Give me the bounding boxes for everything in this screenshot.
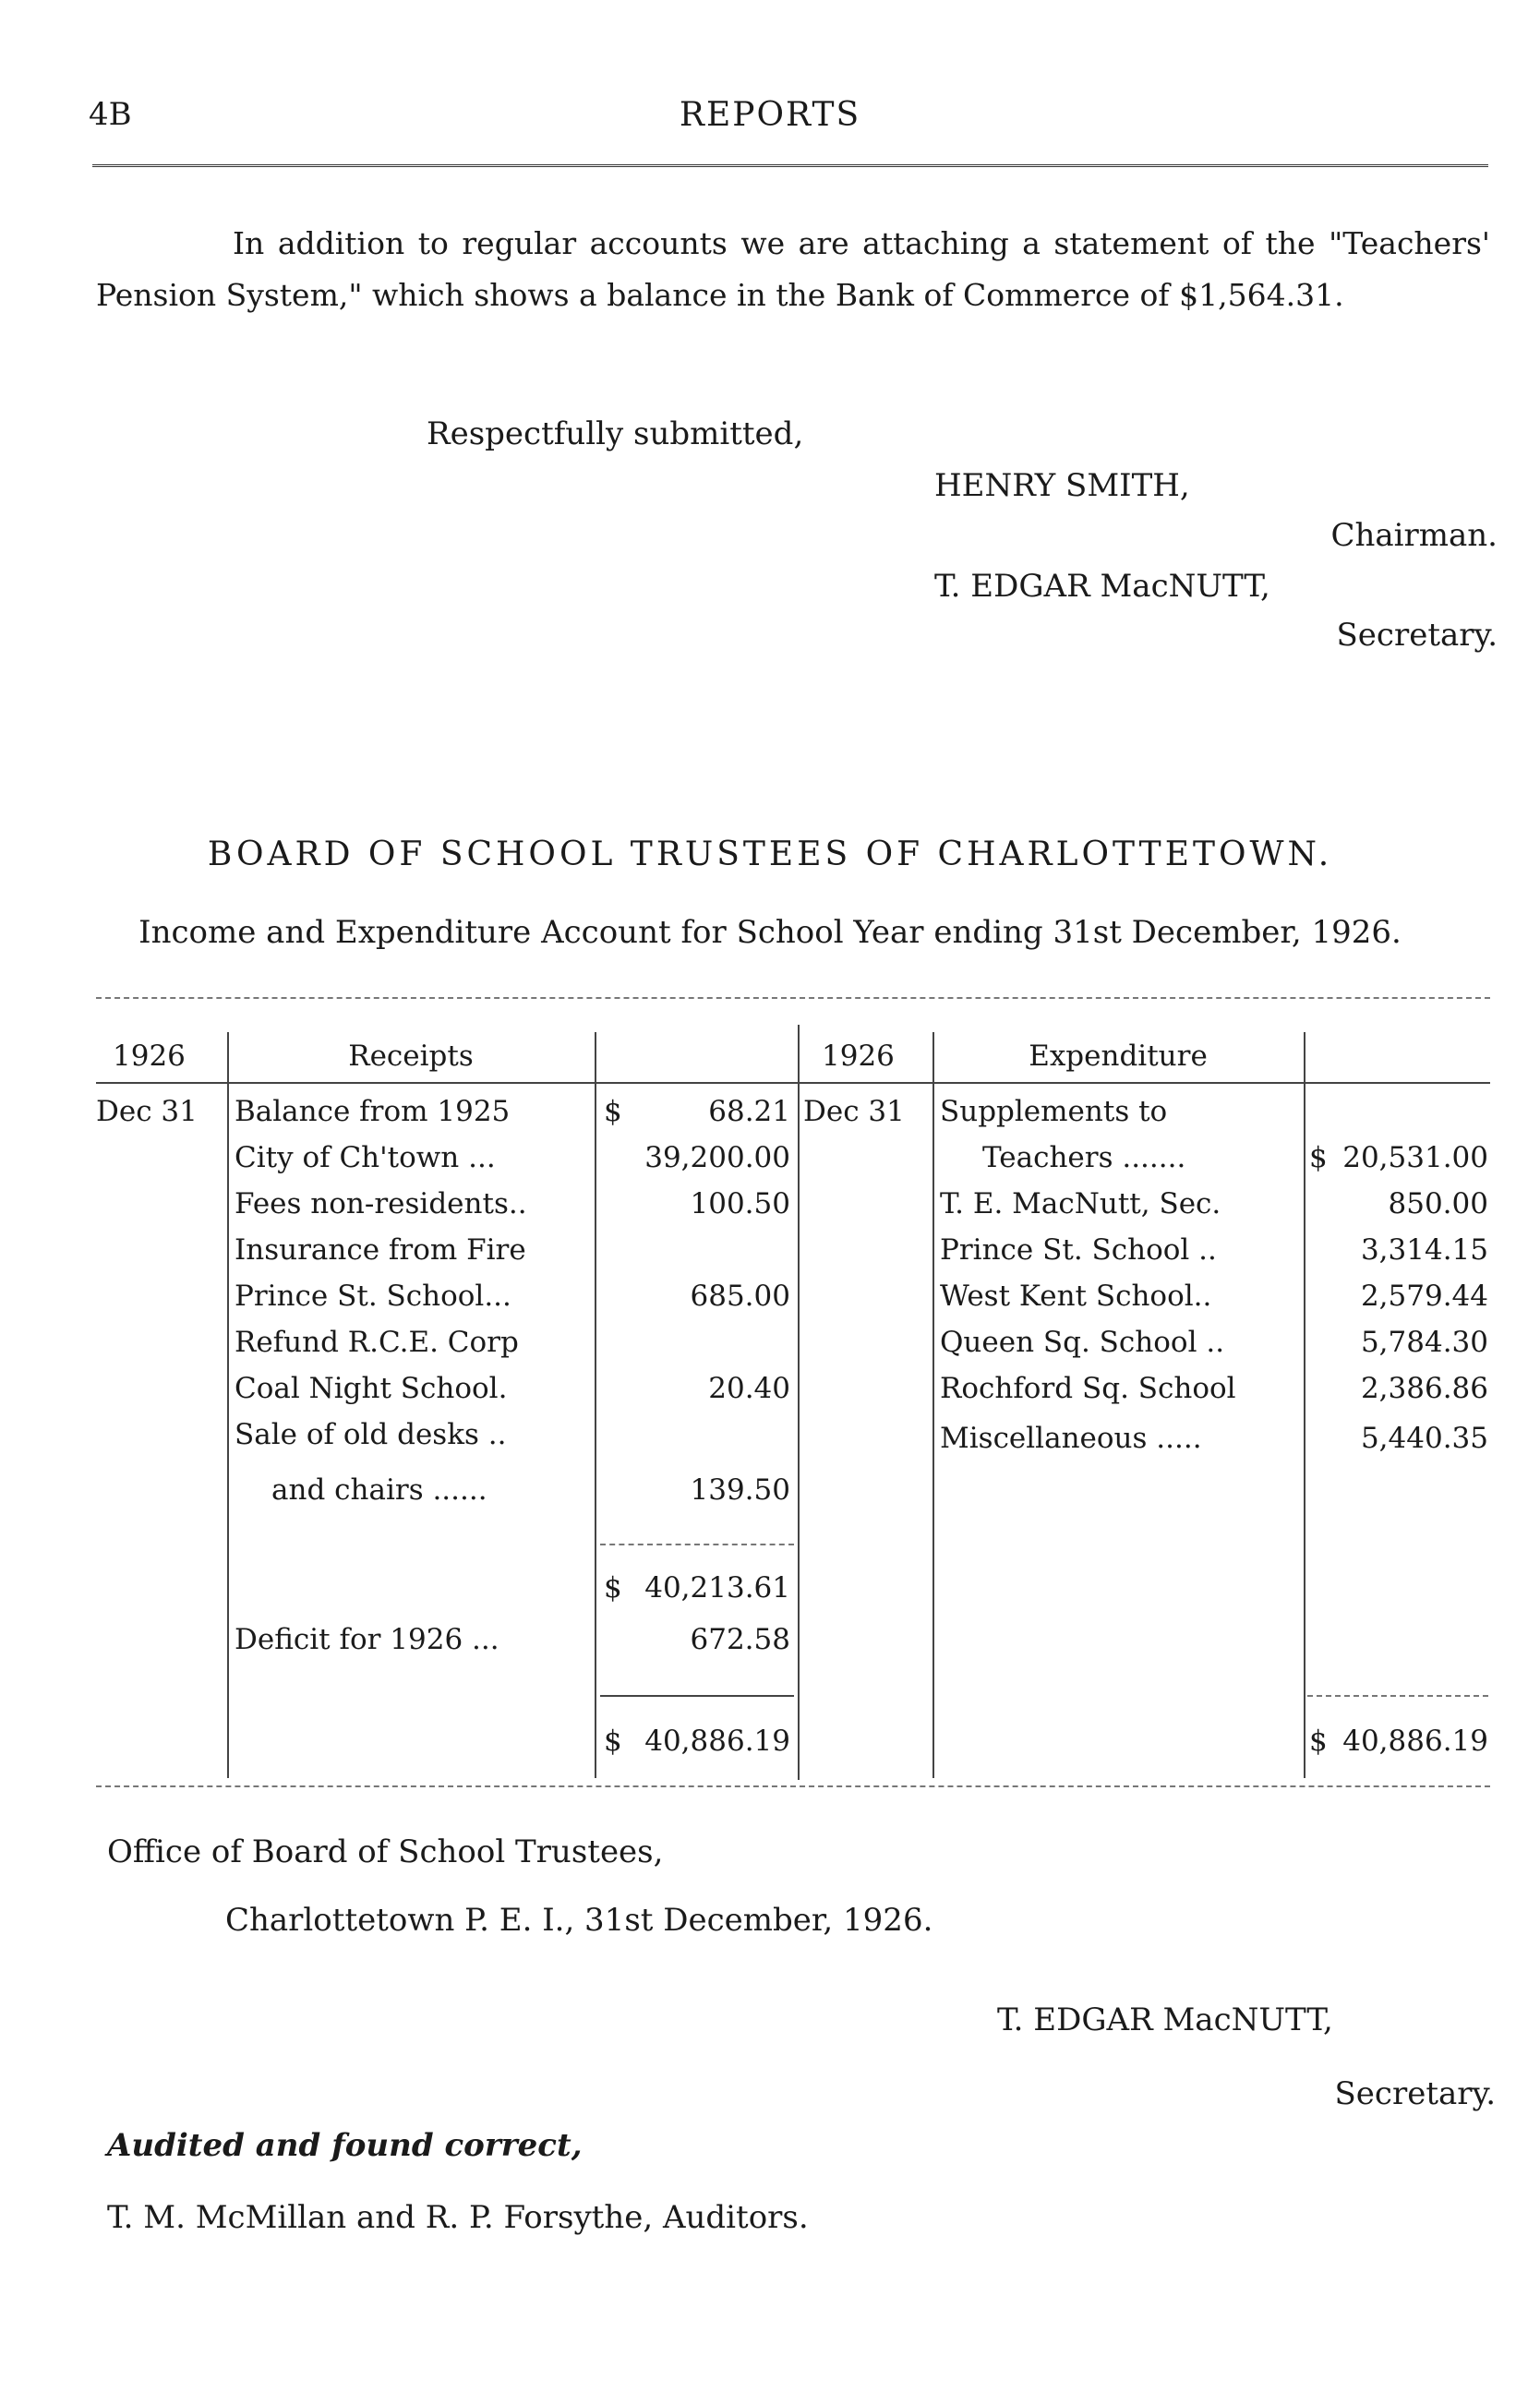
- intro-text: In addition to regular accounts we are attaching a statement of the "Teachers' Pension System," which shows a balance in the Bank of Commerce of $1,564.31.: [96, 225, 1490, 313]
- receipt-label: City of Ch'town ...: [235, 1141, 496, 1174]
- expenditure-label: Teachers .......: [982, 1141, 1186, 1174]
- receipt-amount: 685.00: [690, 1280, 790, 1313]
- place-date-line: Charlottetown P. E. I., 31st December, 1926.: [225, 1902, 933, 1939]
- expenditure-label: Supplements to: [940, 1095, 1168, 1128]
- expenditure-amount: 20,531.00: [1342, 1141, 1488, 1174]
- expenditure-label: T. E. MacNutt, Sec.: [940, 1187, 1221, 1220]
- receipt-label: Fees non-residents..: [235, 1187, 527, 1220]
- table-header-rule: [96, 1082, 1490, 1084]
- receipts-subtotal-rule: [600, 1544, 794, 1545]
- chairman-name: HENRY SMITH,: [934, 467, 1190, 504]
- receipt-label: Insurance from Fire: [235, 1233, 526, 1267]
- currency-symbol: $: [1309, 1141, 1328, 1174]
- receipts-subtotal: 40,213.61: [644, 1571, 790, 1605]
- footer-secretary-title: Secretary.: [1334, 2075, 1496, 2112]
- expenditure-label: Queen Sq. School ..: [940, 1326, 1225, 1359]
- receipt-label: Sale of old desks ..: [235, 1418, 507, 1451]
- intro-paragraph: [96, 218, 1490, 321]
- currency-symbol: $: [1309, 1725, 1328, 1758]
- expenditure-amount: 5,784.30: [1360, 1326, 1488, 1359]
- receipts-label-divider: [595, 1032, 596, 1778]
- table-bottom-rule: [96, 1785, 1490, 1787]
- expenditure-amount: 5,440.35: [1360, 1422, 1488, 1455]
- receipt-amount: 100.50: [690, 1187, 790, 1220]
- expenditure-label: Rochford Sq. School: [940, 1372, 1236, 1405]
- statement-title: BOARD OF SCHOOL TRUSTEES OF CHARLOTTETOWN.: [207, 835, 1333, 873]
- expenditure-label: West Kent School..: [940, 1280, 1212, 1313]
- header-rule: [92, 164, 1488, 167]
- expenditure-amount: 3,314.15: [1360, 1233, 1488, 1267]
- statement-subtitle: Income and Expenditure Account for School Year ending 31st December, 1926.: [138, 914, 1402, 951]
- currency-symbol: $: [604, 1571, 622, 1605]
- receipt-amount: 39,200.00: [644, 1141, 790, 1174]
- expenditure-amount: 2,579.44: [1360, 1280, 1488, 1313]
- expenditure-year-header: 1926: [822, 1040, 895, 1073]
- deficit-amount: 672.58: [690, 1623, 790, 1656]
- secretary-name: T. EDGAR MacNUTT,: [934, 568, 1270, 605]
- receipts-date: Dec 31: [96, 1095, 198, 1128]
- expenditure-label: Prince St. School ..: [940, 1233, 1217, 1267]
- footer-secretary-name: T. EDGAR MacNUTT,: [997, 2001, 1333, 2038]
- expenditure-label-divider: [1304, 1032, 1305, 1778]
- expenditure-amount: 2,386.86: [1360, 1372, 1488, 1405]
- expenditure-amount: 850.00: [1388, 1187, 1488, 1220]
- expenditure-total: 40,886.19: [1342, 1725, 1488, 1758]
- deficit-label: Deficit for 1926 ...: [235, 1623, 499, 1656]
- receipts-year-header: 1926: [113, 1040, 186, 1073]
- expenditure-total-rule: [1307, 1695, 1488, 1697]
- expenditure-date: Dec 31: [803, 1095, 905, 1128]
- expenditure-header: Expenditure: [1029, 1040, 1208, 1073]
- receipts-date-divider: [227, 1032, 229, 1778]
- secretary-title: Secretary.: [1336, 617, 1498, 654]
- receipt-amount: 139.50: [690, 1473, 790, 1507]
- receipt-amount: 20.40: [708, 1372, 790, 1405]
- expenditure-date-divider: [932, 1032, 934, 1778]
- receipt-label: Coal Night School.: [235, 1372, 508, 1405]
- page-title: REPORTS: [679, 96, 861, 134]
- expenditure-label: Miscellaneous .....: [940, 1422, 1202, 1455]
- center-divider: [798, 1025, 800, 1780]
- table-top-rule: [96, 997, 1490, 999]
- closing-text: Respectfully submitted,: [427, 415, 804, 452]
- receipt-label: Prince St. School...: [235, 1280, 511, 1313]
- receipts-header: Receipts: [348, 1040, 474, 1073]
- auditors-line: T. M. McMillan and R. P. Forsythe, Auditors.: [107, 2199, 809, 2236]
- chairman-title: Chairman.: [1330, 517, 1498, 554]
- currency-symbol: $: [604, 1095, 622, 1128]
- audit-note: Audited and found correct,: [107, 2127, 583, 2164]
- receipt-label: Refund R.C.E. Corp: [235, 1326, 519, 1359]
- receipt-label: and chairs ......: [271, 1473, 487, 1507]
- currency-symbol: $: [604, 1725, 622, 1758]
- receipts-total: 40,886.19: [644, 1725, 790, 1758]
- page-number: 4B: [89, 96, 132, 133]
- receipt-label: Balance from 1925: [235, 1095, 511, 1128]
- office-line: Office of Board of School Trustees,: [107, 1833, 664, 1870]
- receipt-amount: 68.21: [708, 1095, 790, 1128]
- receipts-total-rule: [600, 1695, 794, 1697]
